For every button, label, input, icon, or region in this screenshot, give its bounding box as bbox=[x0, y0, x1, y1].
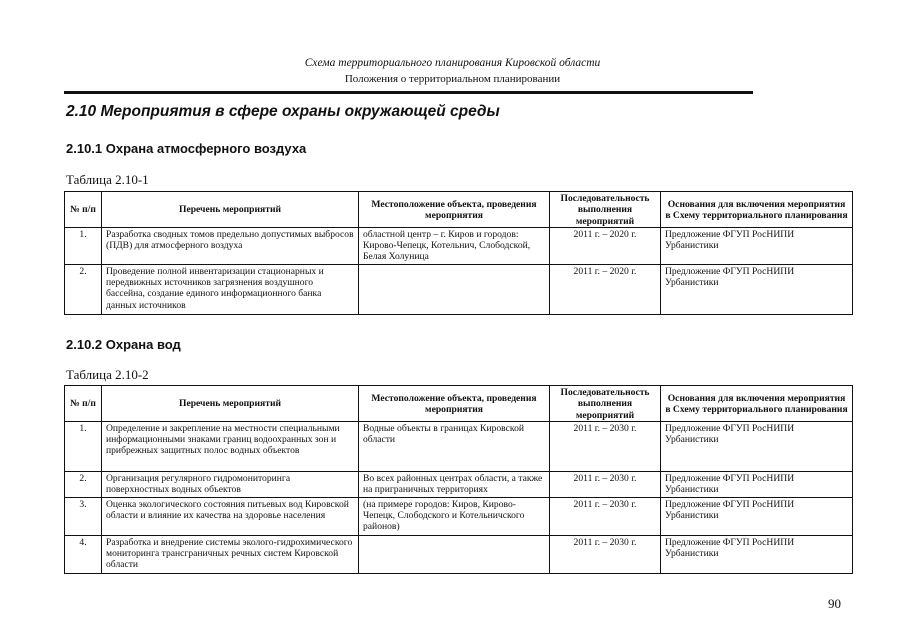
column-header-sequence: Последовательность выполнения мероприятий bbox=[550, 386, 661, 422]
column-header-location: Местоположение объекта, проведения мероприятия bbox=[359, 386, 550, 422]
cell-period: 2011 г. – 2030 г. bbox=[550, 498, 661, 536]
cell-measure: Проведение полной инвентаризации стационарных и передвижных источников загрязнения воздушного бассейна, создание единого информационного банка данных источников bbox=[102, 265, 359, 315]
cell-measure: Организация регулярного гидромониторинга поверхностных водных объектов bbox=[102, 472, 359, 498]
subsection-title-water: 2.10.2 Охрана вод bbox=[66, 337, 181, 352]
cell-period: 2011 г. – 2030 г. bbox=[550, 472, 661, 498]
column-header-location: Местоположение объекта, проведения мероприятия bbox=[359, 192, 550, 228]
column-header-sequence: Последовательность выполнения мероприятий bbox=[550, 192, 661, 228]
cell-period: 2011 г. – 2020 г. bbox=[550, 228, 661, 265]
column-header-num: № п/п bbox=[65, 192, 102, 228]
cell-location bbox=[359, 265, 550, 315]
cell-period: 2011 г. – 2030 г. bbox=[550, 536, 661, 574]
cell-num: 2. bbox=[65, 265, 102, 315]
table-water-protection bbox=[64, 385, 853, 574]
table-caption-water: Таблица 2.10-2 bbox=[66, 367, 149, 382]
cell-measure: Оценка экологического состояния питьевых вод Кировской области и влияние их качества на здоровье населения bbox=[102, 498, 359, 536]
table-row bbox=[65, 228, 853, 265]
cell-num: 4. bbox=[65, 536, 102, 574]
cell-measure: Разработка и внедрение системы эколого-гидрохимического мониторинга трансграничных речных систем Кировской области bbox=[102, 536, 359, 574]
cell-num: 2. bbox=[65, 472, 102, 498]
subsection-title-air: 2.10.1 Охрана атмосферного воздуха bbox=[66, 141, 307, 156]
document-header-subtitle: Положения о территориальном планировании bbox=[344, 73, 561, 85]
table-row bbox=[65, 422, 853, 472]
cell-num: 1. bbox=[65, 422, 102, 472]
column-header-basis: Основания для включения мероприятия в Схему территориального планирования bbox=[661, 386, 853, 422]
cell-location: (на примере городов: Киров, Кирово-Чепецк, Слободского и Котельничского районов) bbox=[359, 498, 550, 536]
document-header-title: Схема территориального планирования Кировской области bbox=[304, 57, 601, 69]
cell-num: 1. bbox=[65, 228, 102, 265]
cell-basis: Предложение ФГУП РосНИПИ Урбанистики bbox=[661, 472, 853, 498]
table-row bbox=[65, 472, 853, 498]
column-header-basis: Основания для включения мероприятия в Схему территориального планирования bbox=[661, 192, 853, 228]
column-header-measures: Перечень мероприятий bbox=[102, 192, 359, 228]
table-row bbox=[65, 536, 853, 574]
column-header-num: № п/п bbox=[65, 386, 102, 422]
cell-location: Водные объекты в границах Кировской области bbox=[359, 422, 550, 472]
cell-basis: Предложение ФГУП РосНИПИ Урбанистики bbox=[661, 265, 853, 315]
table-air-protection bbox=[64, 191, 853, 315]
cell-basis: Предложение ФГУП РосНИПИ Урбанистики bbox=[661, 536, 853, 574]
cell-measure: Разработка сводных томов предельно допустимых выбросов (ПДВ) для атмосферного воздуха bbox=[102, 228, 359, 265]
cell-location: областной центр – г. Киров и городов: Кирово-Чепецк, Котельнич, Слободской, Белая Холуница bbox=[359, 228, 550, 265]
cell-location: Во всех районных центрах области, а также на приграничных территориях bbox=[359, 472, 550, 498]
table-caption-air: Таблица 2.10-1 bbox=[66, 172, 149, 187]
page-number: 90 bbox=[828, 596, 841, 611]
table-row bbox=[65, 265, 853, 315]
cell-measure: Определение и закрепление на местности специальными информационными знаками границ водоохранных зон и прибрежных защитных полос водных объектов bbox=[102, 422, 359, 472]
cell-period: 2011 г. – 2020 г. bbox=[550, 265, 661, 315]
cell-basis: Предложение ФГУП РосНИПИ Урбанистики bbox=[661, 228, 853, 265]
column-header-measures: Перечень мероприятий bbox=[102, 386, 359, 422]
cell-basis: Предложение ФГУП РосНИПИ Урбанистики bbox=[661, 422, 853, 472]
table-row bbox=[65, 498, 853, 536]
cell-period: 2011 г. – 2030 г. bbox=[550, 422, 661, 472]
cell-num: 3. bbox=[65, 498, 102, 536]
cell-basis: Предложение ФГУП РосНИПИ Урбанистики bbox=[661, 498, 853, 536]
section-title: 2.10 Мероприятия в сфере охраны окружающей среды bbox=[66, 103, 500, 120]
header-divider bbox=[64, 91, 753, 94]
cell-location bbox=[359, 536, 550, 574]
